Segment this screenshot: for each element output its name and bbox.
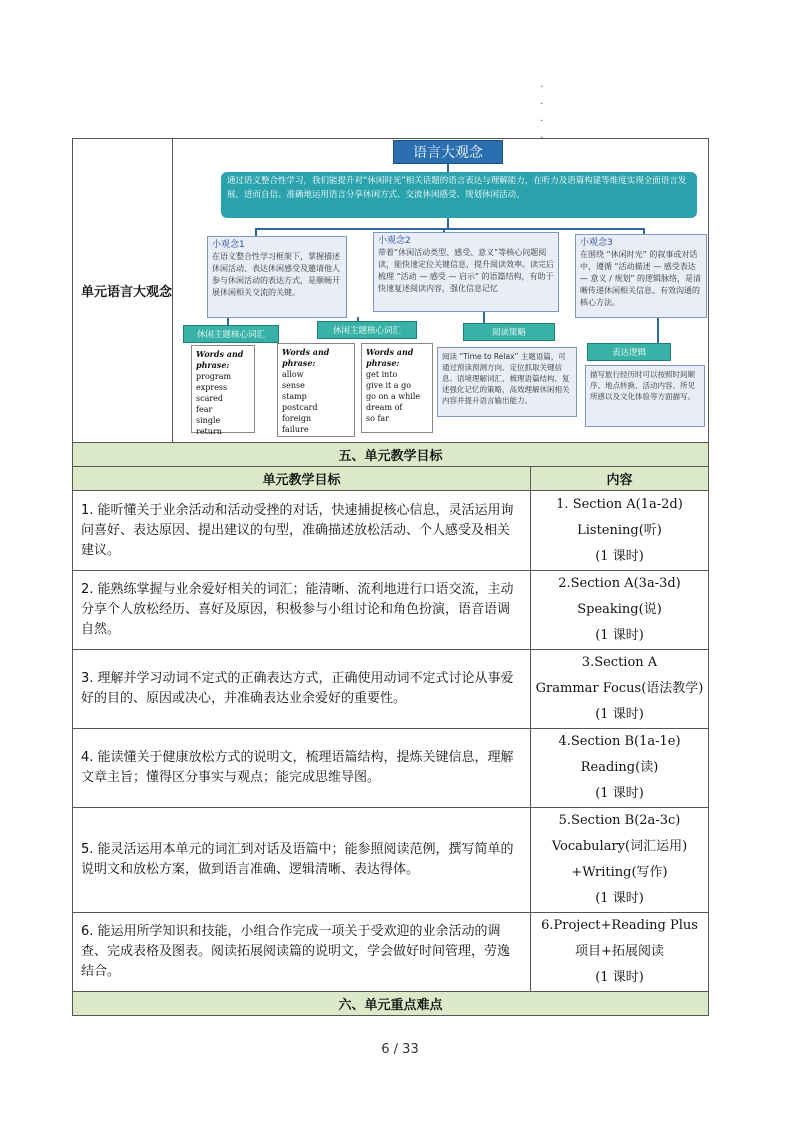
- words-box-1: Words and phrase: program express scared fear single return: [191, 345, 255, 433]
- goal-cell: 4. 能读懂关于健康放松方式的说明文，梳理语篇结构，提炼关键信息，理解文章主旨；懂得区分事实与观点；能完成思维导图。: [73, 729, 531, 808]
- table-row: [73, 650, 709, 729]
- content-cell: 5.Section B(2a-3c) Vocabulary(词汇运用) +Writing(写作) (1 课时): [531, 808, 709, 913]
- expression-logic-bar: 表达逻辑: [587, 343, 671, 361]
- expression-logic-box: 描写旅行经历时可以按照时间顺序、地点转换、活动内容、所见所感以及文化体验等方面描写。: [585, 365, 705, 427]
- concept-row: [73, 139, 709, 443]
- sub-concept-2: 小观念2 带着“休闲活动类型、感受、意义”等核心问题阅读，能快速定位关键信息，提升阅读效率。读完后梳理 “活动 — 感受 — 启示” 的语篇结构，有助于快速复述阅读内容，强化信息记忆: [373, 232, 559, 312]
- margin-dots: . . . .: [540, 79, 544, 141]
- goal-header: 单元教学目标: [73, 467, 531, 491]
- content-cell: 3.Section A Grammar Focus(语法教学) (1 课时): [531, 650, 709, 729]
- goal-cell: 2. 能熟练掌握与业余爱好相关的词汇；能清晰、流利地进行口语交流，主动分享个人放松经历、喜好及原因，积极参与小组讨论和角色扮演，语音语调自然。: [73, 571, 531, 650]
- words-box-2: Words and phrase: allow sense stamp postcard foreign failure: [277, 343, 355, 437]
- section-6-heading: 六、单元重点难点: [73, 992, 709, 1016]
- vocab-bar-2: 休闲主题核心词汇: [317, 321, 417, 339]
- words-box-3: Words and phrase: get into give it a go go on a while dream of so far: [361, 343, 433, 433]
- overview-box: 通过语义整合性学习，我们能提升对“休闲时光”相关话题的语言表达与理解能力，在听力及语篇构建等维度实现全面语言发展，进而自信、准确地运用语言分享休闲方式、交流休闲感受、规划休闲活动。: [221, 172, 697, 218]
- section-5-heading: 五、单元教学目标: [73, 443, 709, 467]
- content-cell: 6.Project+Reading Plus 项目+拓展阅读 (1 课时): [531, 913, 709, 992]
- concept-diagram: [173, 139, 709, 443]
- goal-cell: 5. 能灵活运用本单元的词汇到对话及语篇中；能参照阅读范例，撰写简单的说明文和放松方案，做到语言准确、逻辑清晰、表达得体。: [73, 808, 531, 913]
- reading-strategy-box: 阅读 “Time to Relax” 主题语篇，可通过预读预测方向、定位抓取关键信息、语境理解词汇、梳理语篇结构、复述强化记忆的策略，高效理解休闲相关内容并提升语言输出能力。: [437, 347, 577, 417]
- sub-concept-1: 小观念1 在语义整合性学习框架下，掌握描述休闲活动、表达休闲感受及邀请他人参与休闲活动的表达方式，是顺畅开展休闲相关交流的关键。: [207, 236, 347, 318]
- table-row: [73, 808, 709, 913]
- content-header: 内容: [531, 467, 709, 491]
- plan-table: [72, 138, 709, 1016]
- diagram-title: 语言大观念: [393, 140, 503, 164]
- concept-label: 单元语言大观念: [73, 139, 173, 443]
- table-row: [73, 491, 709, 571]
- content-cell: 4.Section B(1a-1e) Reading(读) (1 课时): [531, 729, 709, 808]
- table-row: [73, 913, 709, 992]
- table-row: [73, 729, 709, 808]
- content-cell: 2.Section A(3a-3d) Speaking(说) (1 课时): [531, 571, 709, 650]
- goal-cell: 3. 理解并学习动词不定式的正确表达方式，正确使用动词不定式讨论从事爱好的目的、原因或决心，并准确表达业余爱好的重要性。: [73, 650, 531, 729]
- page-number: 6 / 33: [381, 1042, 419, 1057]
- sub-concept-3: 小观念3 在围绕 “休闲时光” 的叙事或对话中，遵循 “活动描述 — 感受表达 — 意义 / 规划” 的逻辑脉络，是清晰传递休闲相关信息、有效沟通的核心方法。: [575, 234, 707, 318]
- table-row: [73, 571, 709, 650]
- vocab-bar-1: 休闲主题核心词汇: [183, 325, 279, 343]
- goal-cell: 1. 能听懂关于业余活动和活动受挫的对话，快速捕捉核心信息，灵活运用询问喜好、表达原因、提出建议的句型，准确描述放松活动、个人感受及相关建议。: [73, 491, 531, 571]
- content-cell: 1. Section A(1a-2d) Listening(听) (1 课时): [531, 491, 709, 571]
- goal-cell: 6. 能运用所学知识和技能，小组合作完成一项关于受欢迎的业余活动的调查、完成表格及图表。阅读拓展阅读篇的说明文，学会做好时间管理，劳逸结合。: [73, 913, 531, 992]
- reading-strategy-bar: 阅读策略: [463, 323, 555, 341]
